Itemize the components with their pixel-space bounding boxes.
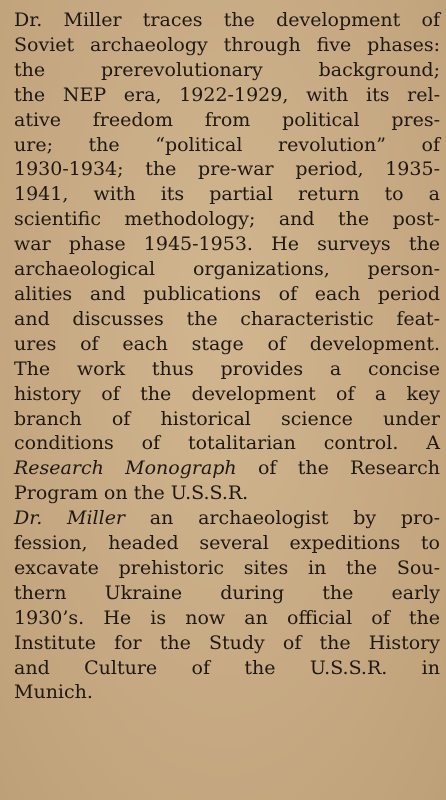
text-line: ures of each stage of development. <box>14 332 440 355</box>
text-line: Soviet archaeology through five phases: <box>14 33 440 56</box>
text-line: Munich. <box>14 681 93 704</box>
text-line: Institute for the Study of the History <box>14 631 440 654</box>
author-bio-start: an archaeologist by pro- <box>125 507 440 530</box>
text-line: ative freedom from political pres- <box>14 108 440 131</box>
text-line: fession, headed several expeditions to <box>14 532 440 555</box>
text-line: Dr. Miller traces the development of <box>14 9 440 31</box>
text-line: 1941, with its partial return to a <box>14 183 440 206</box>
text-line: scientific methodology; and the post- <box>14 208 440 231</box>
text-line: conditions of totalitarian control. A <box>14 432 440 455</box>
text-line: ure; the “political revolution” of <box>14 133 440 156</box>
text-line: excavate prehistoric sites in the Sou- <box>14 556 440 579</box>
text-line: archaeological organizations, person- <box>14 258 440 281</box>
title-suffix: of the Research <box>236 457 440 480</box>
author-bio-first-line <box>14 506 440 531</box>
monograph-title: Research Monograph <box>14 457 237 480</box>
text-line: Program on the U.S.S.R. <box>14 482 249 505</box>
text-line: 1930’s. He is now an official of the <box>14 606 440 629</box>
text-line: The work thus provides a concise <box>14 357 440 380</box>
author-name: Dr. Miller <box>14 507 126 530</box>
text-line: history of the development of a key <box>14 382 440 405</box>
text-line: branch of historical science under <box>14 407 440 430</box>
text-line: and discusses the characteristic feat- <box>14 307 440 330</box>
text-line-with-title <box>14 456 440 481</box>
text-line: war phase 1945-1953. He surveys the <box>14 233 440 256</box>
text-line: the NEP era, 1922-1929, with its rel- <box>14 83 440 106</box>
text-line: the prerevolutionary background; <box>14 58 440 81</box>
text-line: alities and publications of each period <box>14 282 440 305</box>
text-line: 1930-1934; the pre-war period, 1935- <box>14 158 440 181</box>
text-line: and Culture of the U.S.S.R. in <box>14 656 440 679</box>
description-text <box>14 8 440 705</box>
text-line: thern Ukraine during the early <box>14 581 440 604</box>
